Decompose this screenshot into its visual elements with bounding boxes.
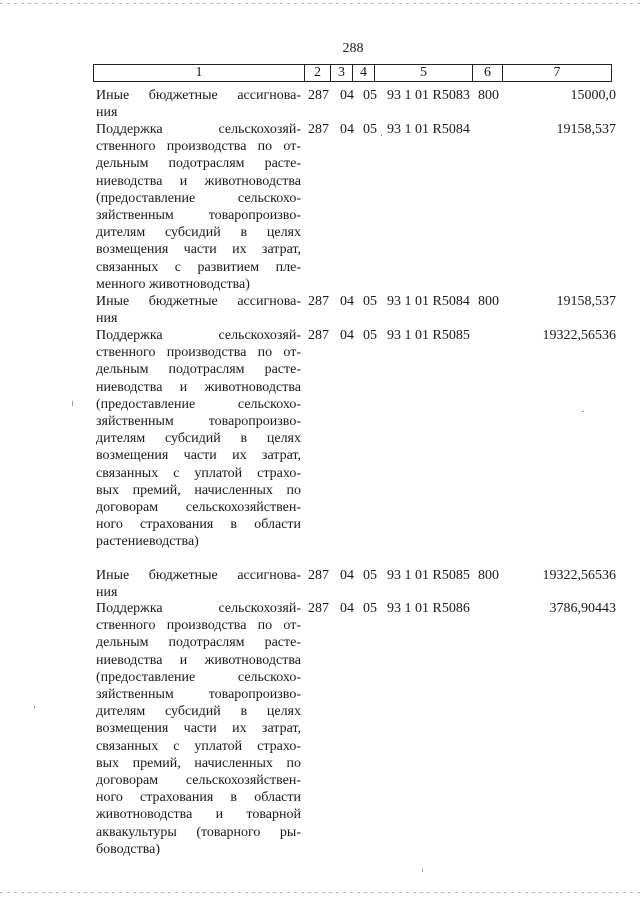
description-line: возмещения части их затрат, <box>96 242 301 258</box>
scan-edge-top <box>0 3 640 4</box>
cell-amount: 3786,90443 <box>549 601 616 616</box>
description-line: ственного производства по от- <box>96 618 301 634</box>
description-line: Иные бюджетные ассигнова- <box>96 294 301 309</box>
description-line: зяйственным товаропроизво- <box>96 414 301 430</box>
description-line: дителям субсидий в целях <box>96 431 301 447</box>
table-row <box>0 567 640 601</box>
page-number: 288 <box>342 41 364 56</box>
cell-expense-type: 800 <box>478 88 499 103</box>
description-line: возмещения части их затрат, <box>96 721 301 737</box>
cell-admin-code: 287 <box>308 294 329 309</box>
description-line: ния <box>96 585 118 601</box>
description-line: дельным подотраслям расте- <box>96 156 301 172</box>
description-line: менного животноводства) <box>96 276 250 292</box>
description-line: вых премий, начисленных по <box>96 755 301 771</box>
cell-subsection: 05 <box>363 122 377 137</box>
table-row <box>0 600 640 858</box>
cell-section: 04 <box>340 88 354 103</box>
description-line: (предоставление сельскохо- <box>96 396 301 412</box>
description-line: связанных с развитием пле- <box>96 259 301 275</box>
description-line: Иные бюджетные ассигнова- <box>96 88 301 103</box>
description-line: связанных с уплатой страхо- <box>96 465 301 481</box>
row-description <box>96 121 301 293</box>
description-line: связанных с уплатой страхо- <box>96 738 301 754</box>
header-col-3: 3 <box>331 65 353 81</box>
cell-admin-code: 287 <box>308 328 329 343</box>
header-col-7: 7 <box>553 65 561 80</box>
description-line: ного страхования в области <box>96 790 301 806</box>
table-row <box>0 327 640 551</box>
cell-amount: 19158,537 <box>556 294 616 309</box>
description-line: Поддержка сельскохозяй- <box>96 601 301 616</box>
description-line: возмещения части их затрат, <box>96 448 301 464</box>
cell-target-article: 93 1 01 R5083 <box>387 88 470 103</box>
header-col-6: 6 <box>473 65 503 81</box>
cell-subsection: 05 <box>363 568 377 583</box>
description-line: дителям субсидий в целях <box>96 225 301 241</box>
cell-admin-code: 287 <box>308 122 329 137</box>
cell-target-article: 93 1 01 R5085 <box>387 328 470 343</box>
description-line: Поддержка сельскохозяй- <box>96 122 301 137</box>
cell-section: 04 <box>340 328 354 343</box>
margin-mark <box>422 869 423 872</box>
cell-expense-type: 800 <box>478 294 499 309</box>
cell-section: 04 <box>340 294 354 309</box>
margin-mark <box>582 411 584 412</box>
description-line: ственного производства по от- <box>96 139 301 155</box>
cell-subsection: 05 <box>363 601 377 616</box>
row-description <box>96 87 301 121</box>
description-line: ного страхования в области <box>96 517 301 533</box>
row-description <box>96 327 301 551</box>
description-line: вых премий, начисленных по <box>96 482 301 498</box>
cell-target-article: 93 1 01 R5084 <box>387 122 470 137</box>
cell-amount: 15000,0 <box>570 88 616 103</box>
description-line: (предоставление сельскохо- <box>96 669 301 685</box>
header-col-2: 2 <box>305 65 331 81</box>
cell-target-article: 93 1 01 R5084 <box>387 294 470 309</box>
margin-mark <box>34 706 35 708</box>
description-line: договорам сельскохозяйствен- <box>96 773 301 789</box>
description-line: растениеводства) <box>96 534 199 550</box>
description-line: (предоставление сельскохо- <box>96 190 301 206</box>
cell-target-article: 93 1 01 R5086 <box>387 601 470 616</box>
description-line: Поддержка сельскохозяй- <box>96 328 301 343</box>
description-line: ниеводства и животноводства <box>96 173 301 189</box>
cell-amount: 19158,537 <box>556 122 616 137</box>
row-description <box>96 567 301 601</box>
header-col-1: 1 <box>94 65 305 81</box>
cell-section: 04 <box>340 122 354 137</box>
description-line: ния <box>96 105 118 121</box>
scan-edge-bottom <box>0 892 640 893</box>
cell-subsection: 05 <box>363 294 377 309</box>
header-col-5: 5 <box>375 65 473 81</box>
description-line: Иные бюджетные ассигнова- <box>96 568 301 583</box>
row-description <box>96 600 301 858</box>
cell-subsection: 05 <box>363 88 377 103</box>
cell-section: 04 <box>340 601 354 616</box>
table-header <box>93 64 612 82</box>
description-line: договорам сельскохозяйствен- <box>96 500 301 516</box>
cell-admin-code: 287 <box>308 568 329 583</box>
cell-amount: 19322,56536 <box>542 328 616 343</box>
cell-admin-code: 287 <box>308 601 329 616</box>
description-line: зяйственным товаропроизво- <box>96 687 301 703</box>
header-col-4: 4 <box>353 65 375 81</box>
row-description <box>96 293 301 327</box>
cell-expense-type: 800 <box>478 568 499 583</box>
description-line: ния <box>96 311 118 327</box>
description-line: ниеводства и животноводства <box>96 379 301 395</box>
cell-admin-code: 287 <box>308 88 329 103</box>
margin-mark <box>72 401 73 406</box>
description-line: ственного производства по от- <box>96 345 301 361</box>
description-line: дителям субсидий в целях <box>96 704 301 720</box>
cell-section: 04 <box>340 568 354 583</box>
description-line: боводства) <box>96 841 160 857</box>
cell-target-article: 93 1 01 R5085 <box>387 568 470 583</box>
margin-mark <box>381 134 382 136</box>
cell-amount: 19322,56536 <box>542 568 616 583</box>
description-line: дельным подотраслям расте- <box>96 635 301 651</box>
cell-subsection: 05 <box>363 328 377 343</box>
description-line: зяйственным товаропроизво- <box>96 208 301 224</box>
table-row <box>0 121 640 293</box>
description-line: дельным подотраслям расте- <box>96 362 301 378</box>
description-line: животноводства и товарной <box>96 807 301 823</box>
description-line: ниеводства и животноводства <box>96 652 301 668</box>
description-line: аквакультуры (товарного ры- <box>96 824 301 840</box>
table-row <box>0 293 640 327</box>
table-row <box>0 87 640 121</box>
